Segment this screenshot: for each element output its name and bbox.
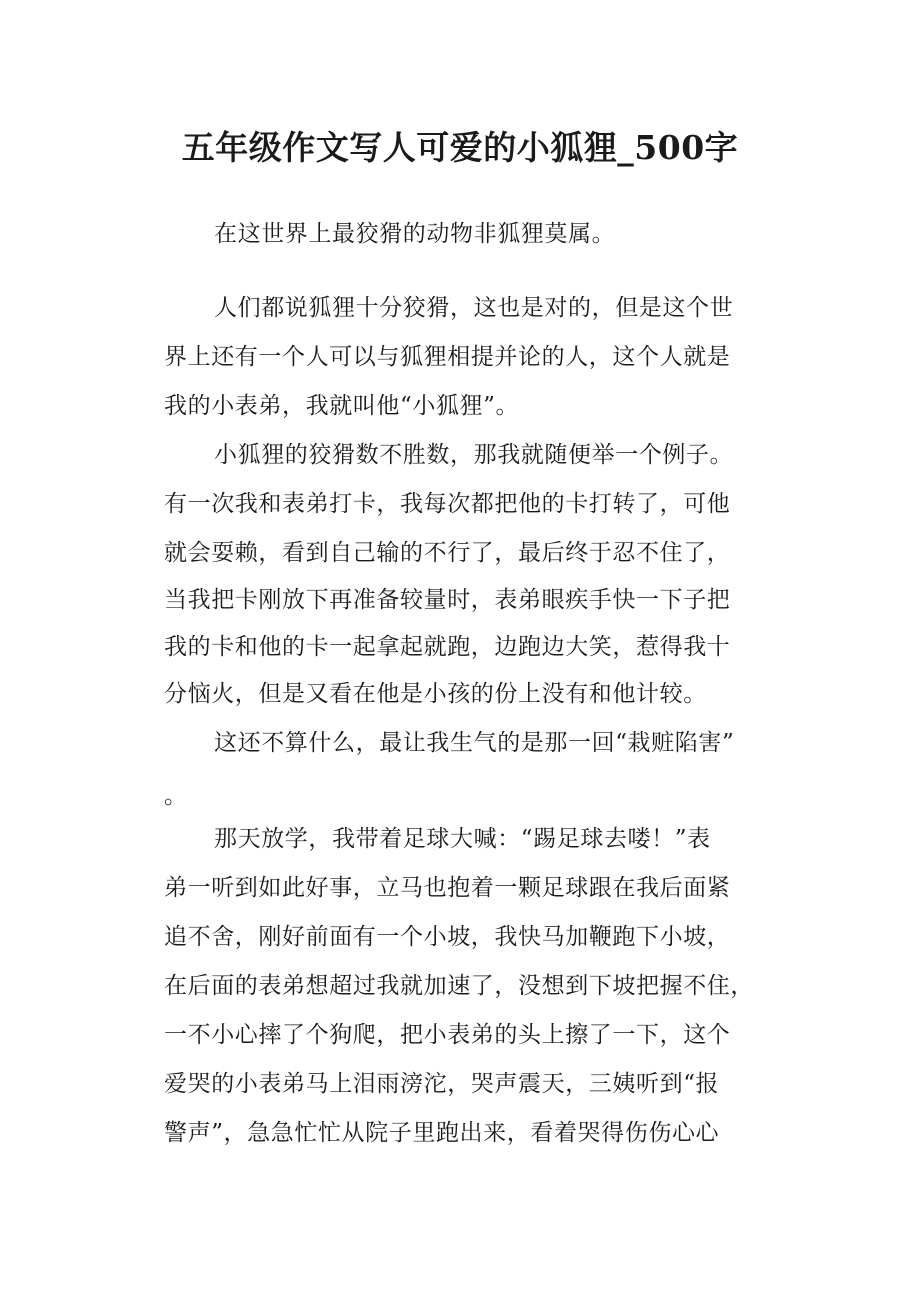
- body-line: 小狐狸的狡猾数不胜数，那我就随便举一个例子。: [214, 442, 734, 468]
- document-title: 五年级作文写人可爱的小狐狸_500字: [181, 128, 739, 167]
- body-line: 一不小心摔了个狗爬，把小表弟的头上擦了一下，这个: [164, 1022, 731, 1048]
- body-line: 有一次我和表弟打卡，我每次都把他的卡打转了，可他: [164, 491, 731, 517]
- body-line: 这还不算什么，最让我生气的是那一回“栽赃陷害”: [214, 730, 735, 756]
- body-line: 我的小表弟，我就叫他“小狐狸”。: [164, 393, 520, 419]
- body-line: 弟一听到如此好事，立马也抱着一颗足球跟在我后面紧: [164, 875, 731, 901]
- body-line: 在这世界上最狡猾的动物非狐狸莫属。: [214, 221, 616, 247]
- body-line: 。: [164, 783, 188, 809]
- body-line: 分恼火，但是又看在他是小孩的份上没有和他计较。: [164, 681, 707, 707]
- body-line: 警声”，急急忙忙从院子里跑出来，看着哭得伤伤心心: [164, 1120, 720, 1146]
- body-line: 追不舍，刚好前面有一个小坡，我快马加鞭跑下小坡，: [164, 924, 731, 950]
- body-line: 界上还有一个人可以与狐狸相提并论的人，这个人就是: [164, 344, 731, 370]
- body-line: 那天放学，我带着足球大喊：“踢足球去喽！”表: [214, 826, 711, 852]
- body-line: 在后面的表弟想超过我就加速了，没想到下坡把握不住，: [164, 973, 754, 999]
- body-line: 爱哭的小表弟马上泪雨滂沱，哭声震天，三姨听到“报: [164, 1071, 720, 1097]
- body-line: 我的卡和他的卡一起拿起就跑，边跑边大笑，惹得我十: [164, 634, 731, 660]
- body-line: 人们都说狐狸十分狡猾，这也是对的，但是这个世: [214, 295, 734, 321]
- body-line: 当我把卡刚放下再准备较量时，表弟眼疾手快一下子把: [164, 587, 731, 613]
- body-line: 就会耍赖，看到自己输的不行了，最后终于忍不住了，: [164, 540, 731, 566]
